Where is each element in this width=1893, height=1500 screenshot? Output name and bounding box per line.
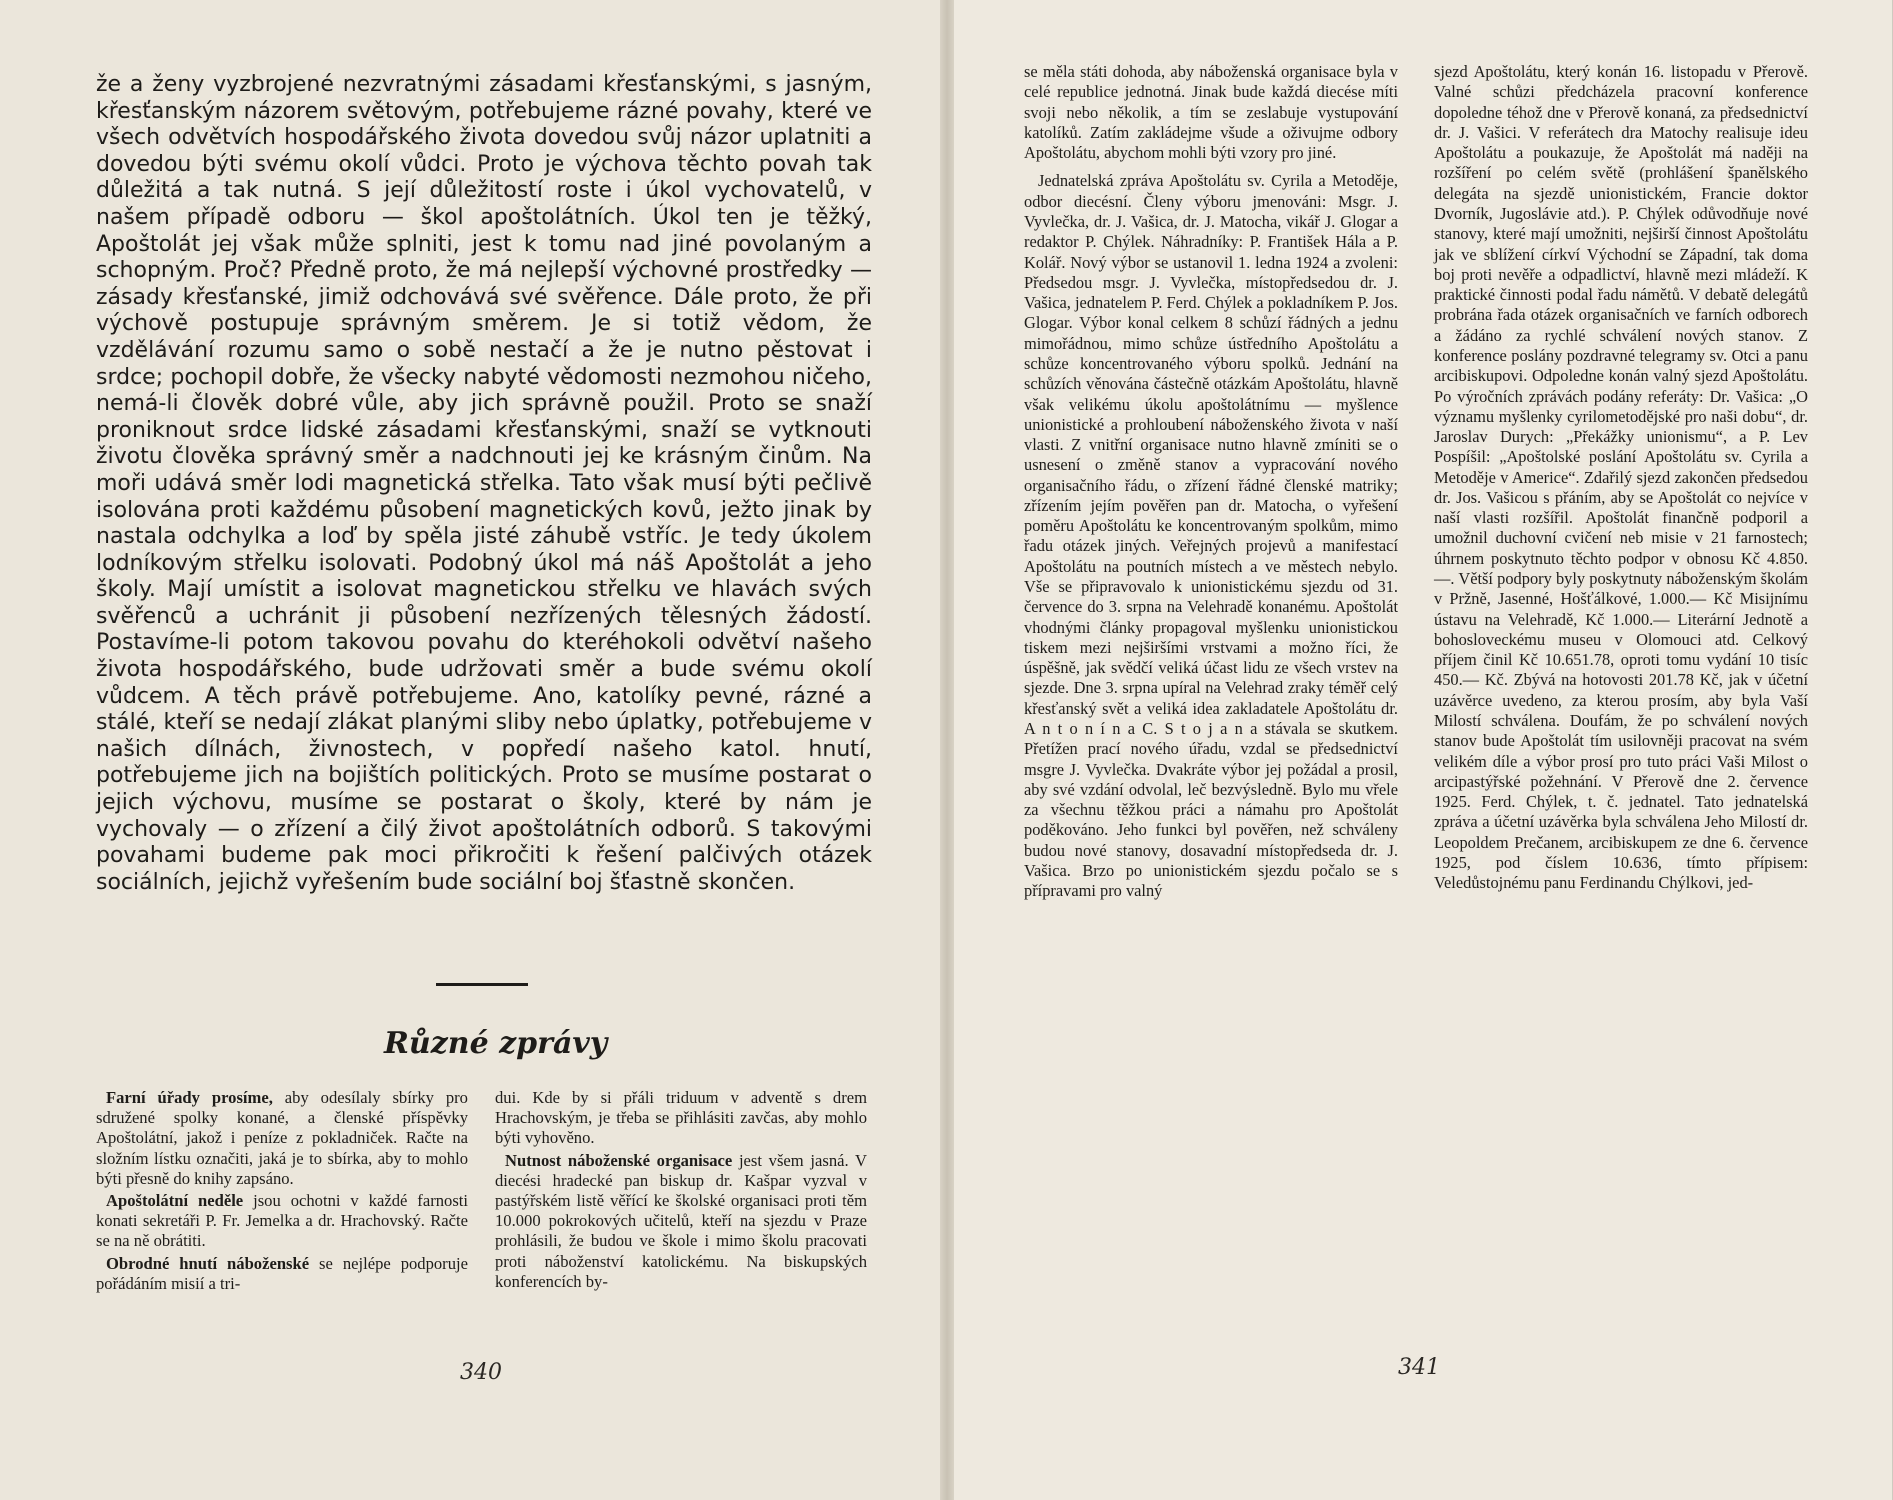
news-item-text: dui. Kde by si přáli triduum v adventě s drem Hrachovským, je třeba se přihlásiti zavčas, aby mohlo býti vyhověno.: [495, 1088, 867, 1148]
news-item-text: se nejlépe podporuje pořádáním misií a tri-: [96, 1253, 468, 1293]
right-column-2: [1434, 62, 1808, 894]
news-item: [96, 1191, 468, 1252]
section-heading: Různé zprávy: [384, 1026, 608, 1061]
news-item: [96, 1254, 468, 1294]
news-item-lead: Farní úřady prosíme,: [106, 1088, 273, 1107]
news-item-lead: Obrodné hnutí náboženské: [106, 1253, 310, 1273]
news-item: [96, 1088, 468, 1189]
paragraph: Jednatelská zpráva Apoštolátu sv. Cyrila a Metoděje, odbor diecésní. Členy výboru jmenováni: Msgr. J. Vyvlečka, dr. J. Vašica, dr. J. Matocha, vikář J. Glogar a redaktor P. Chýlek. Náhradníky: P. František Hála a P. Kolář. Nový výbor se ustanovil 1. ledna 1924 a zvoleni: Předsedou msgr. J. Vyvlečka, místopředsedou dr. J. Vašica, jednatelem P. Ferd. Chýlek a pokladníkem P. Jos. Glogar. Výbor konal celkem 8 schůzí řádných a jednu mimořádnou, mimo schůze ústředního Apoštolátu a schůze koncentrovaného výboru spolků. Jednání na schůzích věnována částečně otázkám Apoštolátu, hlavně však velikému úkolu apoštolátnímu — myšlence unionistické a prohloubení náboženského života v naší vlasti. Z vnitřní organisace nutno hlavně zmíniti se o usnesení o změně stanov a vypracování nového organisačního řádu, o zřízení řádné členské matriky; zřízením jejím pověřen pan dr. Matocha, o vyřešení poměru Apoštolátu ke koncentrovaným spolkům, mimo řadu otázek jiných. Veřejných projevů a manifestací Apoštolátu na poutních místech a ve městech nebylo. Vše se připravovalo k unionistickému sjezdu od 31. července do 3. srpna na Velehradě konanému. Apoštolát vhodnými články propagoval myšlenku unionistickou tiskem mezi nejširšími vrstvami a možno říci, že úspěšně, jak svědčí veliká účast lidu ze všech vrstev na sjezde. Dne 3. srpna upíral na Velehrad zraky téměř celý křesťanský svět a veliká idea zakladatele Apoštolátu dr. A n t o n í n a C. S t o j a n a stávala se skutkem. Přetížen prací nového úřadu, vzdal se předsednictví msgre J. Vyvlečka. Dvakráte výbor jej požádal a prosil, aby své vzdání odvolal, leč bezvýsledně. Bylo mu vřele za všechnu těžkou práci a námahu pro Apoštolát poděkováno. Jeho funkci byl pověřen, než schváleny budou nové stanovy, dosavadní místopředseda dr. J. Vašica. Brzo po unionistickém sjezdu počalo se s přípravami pro valný: [1024, 171, 1398, 901]
paragraph: se měla státi dohoda, aby náboženská organisace byla v celé republice jednotná. Jinak bude každá diecése míti svoji nebo několik, a tím se zeslabuje vystupování katolíků. Zatím zakládejme všude a oživujme odbory Apoštolátu, abychom mohli býti vzory pro jiné.: [1024, 62, 1398, 163]
page-number-left: 340: [460, 1360, 502, 1385]
right-page: [946, 0, 1892, 1500]
news-item-text: aby odesílaly sbírky pro sdružené spolky konané, a členské příspěvky Apoštolátní, jakož i peníze z pokladniček. Račte na složním lístku označiti, jaká je to sbírka, aby to mohlo býti přesně do knihy zapsáno.: [96, 1088, 468, 1188]
page-number-right: 341: [1398, 1355, 1440, 1380]
news-item-text: jsou ochotni v každé farnosti konati sekretáři P. Fr. Jemelka a dr. Hrachovský. Račte se na ně obrátiti.: [96, 1191, 468, 1251]
news-item-lead: Apoštolátní neděle: [106, 1191, 244, 1211]
news-item-text: jest všem jasná. V diecési hradecké pan biskup dr. Kašpar vyzval v pastýřském listě věřící ke školské organisaci proti těm 10.000 pokrokových učitelů, kteří na sjezdu v Praze prohlásili, že budou ve škole i mimo školu pracovati proti náboženství katolickému. Na biskupských konferencích by-: [495, 1150, 868, 1291]
news-item: [495, 1151, 867, 1292]
left-page-body-text: že a ženy vyzbrojené nezvratnými zásadami křesťanskými, s jasným, křesťanským názorem světovým, potřebujeme rázné povahy, které ve všech odvětvích hospodářského života dovedou svůj názor uplatniti a dovedou býti svému okolí vůdci. Proto je výchova těchto povah tak důležitá a tak nutná. S její důležitostí roste i úkol vychovatelů, v našem případě odboru — škol apoštolátních. Úkol ten je těžký, Apoštolát jej však může splniti, jest k tomu nad jiné povolaným a schopným. Proč? Předně proto, že má nejlepší výchovné prostředky — zásady křesťanské, jimiž odchovává své svěřence. Dále proto, že při výchově postupuje správným směrem. Je si totiž vědom, že vzdělávání rozumu samo o sobě nestačí a že je nutno pěstovat i srdce; pochopil dobře, že všecky nabyté vědomosti nezmohou ničeho, nemá-li člověk dobré vůle, aby jich správně použil. Proto se snaží proniknout srdce lidské zásadami křesťanskými, snaží se vytknouti životu člověka správný směr a nadchnouti jej ke krásným činům. Na moři udává směr lodi magnetická střelka. Tato však musí býti pečlivě isolována proti každému působení magnetických kovů, ježto jinak by nastala odchylka a loď by spěla jisté záhubě vstříc. Je tedy úkolem lodníkovým střelku isolovati. Podobný úkol má náš Apoštolát a jeho školy. Mají umístit a isolovat magnetickou střelku ve hlavách svých svěřenců a uchránit ji působení nezřízených tělesných žádostí. Postavíme-li potom takovou povahu do kteréhokoli odvětví našeho života hospodářského, bude udržovati směr a bude svému okolí vůdcem. A těch právě potřebujeme. Ano, katolíky pevné, rázné a stálé, kteří se nedají zlákat planými sliby nebo úplatky, potřebujeme v našich dílnách, živnostech, v popředí našeho katol. hnutí, potřebujeme jich na bojištích politických. Proto se musíme postarat o jejich výchovu, musíme se postarat o školy, které by nám je vychovaly — o zřízení a čilý život apoštolátních odborů. S takovými povahami budeme pak moci přikročiti k řešení palčivých otázek sociálních, jejichž vyřešením bude sociální boj šťastně skončen.: [96, 72, 872, 895]
section-divider: [436, 983, 528, 986]
paragraph: sjezd Apoštolátu, který konán 16. listopadu v Přerově. Valné schůzi předcházela pracovní konference dopoledne téhož dne v Přerově konaná, za předsednictví dr. J. Vašici. V referátech dra Matochy realisuje ideu Apoštolátu a poukazuje, že Apoštolát má naději na rozšíření po celém světě (prohlášení španělského delegáta na sjezdě unionistickém, Francie doktor Dvorník, Jugoslávie atd.). P. Chýlek odůvodňuje nové stanovy, které mají umožniti, nejširší činnost Apoštolátu jak ve sblížení církví Východní se Západní, tak doma boj proti nevěře a odpadlictví, hlavně mezi mládeží. K praktické činnosti podal řadu námětů. V debatě delegátů probrána řada otázek organisačních ve farních odborech a žádáno za rychlé schválení nových stanov. Z konference poslány pozdravné telegramy sv. Otci a panu arcibiskupovi. Odpoledne konán valný sjezd Apoštolátu. Po výročních zprávách podány referáty: Dr. Vašica: „O významu myšlenky cyrilometodějské pro naši dobu“, dr. Jaroslav Durych: „Překážky unionismu“, a P. Lev Pospíšil: „Apoštolské poslání Apoštolátu sv. Cyrila a Metoděje v Americe“. Zdařilý sjezd zakončen předsedou dr. Jos. Vašicou s přáním, aby se Apoštolát co nejvíce v naší vlasti rozšířil. Apoštolát finančně podporil a umožnil duchovní cvičení neb misie v 21 farnostech; úhrnem poskytnuto těchto podpor v obnosu Kč 4.850.—. Větší podpory byly poskytnuty náboženským školám v Pržně, Jasenné, Hošťálkové, 1.000.— Kč Misijnímu ústavu na Velehradě, Kč 1.000.— Literární Jednotě a bohosloveckému museu v Olomouci atd. Celkový příjem činil Kč 10.651.78, oproti tomu vydání 10 tisíc 450.— Kč. Zbývá na hotovosti 201.78 Kč, jak v účetní uzávěrce uvedeno, za kterou prosím, aby byla Vaší Milostí schválena. Doufám, že po schválení nových stanov bude Apoštolát tím usilovněji pracovat na svém velikém díle a výbor prosí pro tuto práci Vaši Milost o arcipastýřské požehnání. V Přerově dne 2. července 1925. Ferd. Chýlek, t. č. jednatel. Tato jednatelská zpráva a účetní uzávěrka byla schválena Jeho Milostí dr. Leopoldem Prečanem, arcibiskupem ze dne 6. července 1925, pod číslem 10.636, tímto přípisem: Veledůstojnému panu Ferdinandu Chýlkovi, jed-: [1434, 62, 1808, 893]
news-column-2: [495, 1088, 867, 1292]
news-item-lead: Nutnost náboženské organisace: [505, 1150, 733, 1170]
book-gutter: [940, 0, 954, 1500]
left-page: [0, 0, 946, 1500]
news-column-1: [96, 1088, 468, 1294]
right-column-1: [1024, 62, 1398, 902]
news-item: [495, 1088, 867, 1149]
